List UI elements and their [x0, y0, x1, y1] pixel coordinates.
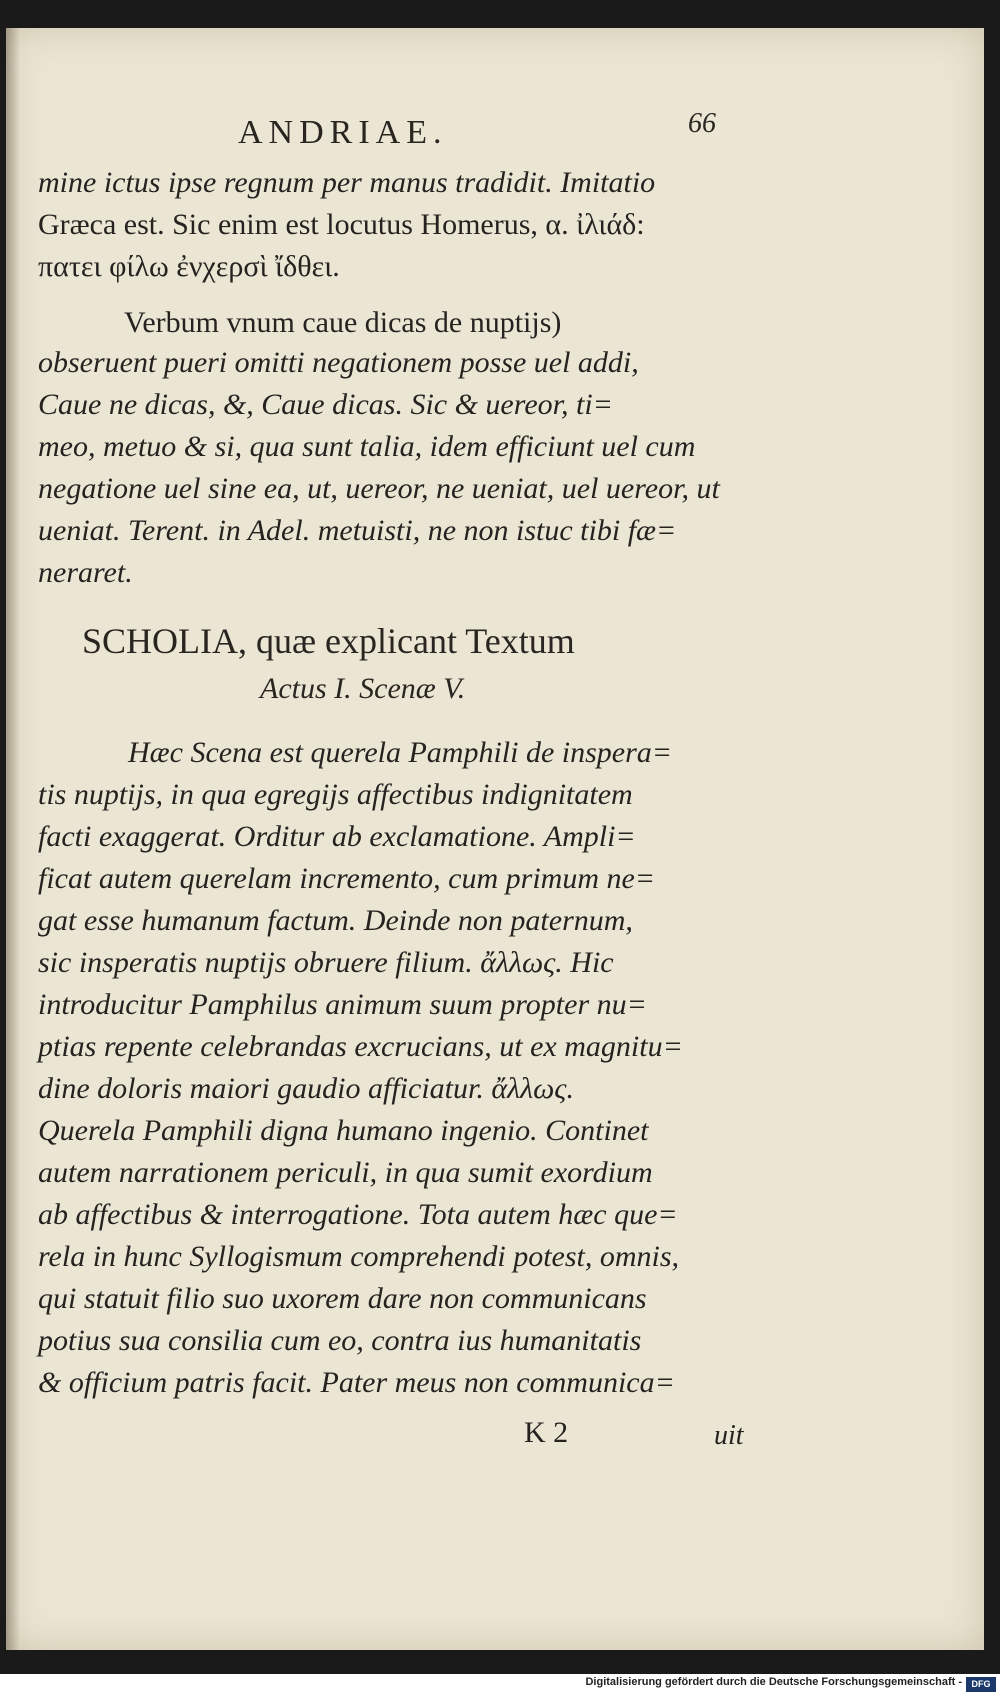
section-heading: SCHOLIA, quæ explicant Textum — [82, 621, 575, 661]
text-line: Hæc Scena est querela Pamphili de insperа= — [128, 736, 673, 769]
text-line: potius sua consilia cum eo, contra ius humanitatis — [38, 1324, 642, 1357]
text-line: ueniat. Terent. in Adel. metuisti, ne non istuc tibi fæ= — [38, 514, 677, 547]
text-line: & officium patris facit. Pater meus non communica= — [38, 1366, 675, 1399]
dfg-logo-icon: DFG — [966, 1677, 996, 1692]
footer-bar — [0, 1674, 1000, 1697]
text-line: ab affectibus & interrogatione. Tota autem hæc que= — [38, 1198, 678, 1231]
text-line: Græca est. Sic enim est locutus Homerus, α. ἰλιάδ: — [38, 208, 645, 241]
text-line: Querela Pamphili digna humano ingenio. Continet — [38, 1114, 649, 1147]
text-line: rela in hunc Syllogismum comprehendi potest, omnis, — [38, 1240, 680, 1273]
text-line: obseruent pueri omitti negationem posse uel addi, — [38, 346, 639, 379]
text-line: Caue ne dicas, &, Caue dicas. Sic & uereor, ti= — [38, 388, 613, 421]
text-line: ficat autem querelam incremento, cum primum ne= — [38, 862, 656, 895]
text-line: facti exaggerat. Orditur ab exclamatione. Ampli= — [38, 820, 636, 853]
text-line: neraret. — [38, 556, 133, 589]
text-line: πατει φίλω ἐνχερσὶ ἴδθει. — [38, 250, 340, 283]
signature-mark: K 2 — [524, 1416, 569, 1449]
text-line: Verbum vnum caue dicas de nuptijs) — [124, 306, 562, 339]
section-subheading: Actus I. Scenæ V. — [260, 672, 466, 705]
text-line: ptias repente celebrandas excrucians, ut ex magnitu= — [38, 1030, 683, 1063]
text-line: qui statuit filio suo uxorem dare non communicans — [38, 1282, 647, 1315]
text-line: sic insperatis nuptijs obruere filium. ἄλλως. Hic — [38, 946, 614, 979]
text-line: negatione uel sine ea, ut, uereor, ne ueniat, uel uereor, ut — [38, 472, 720, 505]
catchword: uit — [714, 1420, 744, 1451]
text-line: tis nuptijs, in qua egregijs affectibus indignitatem — [38, 778, 633, 811]
page-gutter-shadow — [6, 28, 20, 1650]
digitization-credit: Digitalisierung gefördert durch die Deutsche Forschungsgemeinschaft - — [585, 1676, 962, 1688]
running-head: ANDRIAE. — [238, 114, 448, 151]
text-line: autem narrationem periculi, in qua sumit exordium — [38, 1156, 653, 1189]
text-line: dine doloris maiori gaudio afficiatur. ἄλλως. — [38, 1072, 574, 1105]
text-line: gat esse humanum factum. Deinde non paternum, — [38, 904, 633, 937]
text-line: meo, metuo & si, qua sunt talia, idem efficiunt uel cum — [38, 430, 696, 463]
folio-number: 66 — [688, 108, 716, 139]
text-line: mine ictus ipse regnum per manus tradidit. Imitatio — [38, 166, 656, 199]
book-page — [6, 28, 984, 1650]
text-line: introducitur Pamphilus animum suum propter nu= — [38, 988, 647, 1021]
